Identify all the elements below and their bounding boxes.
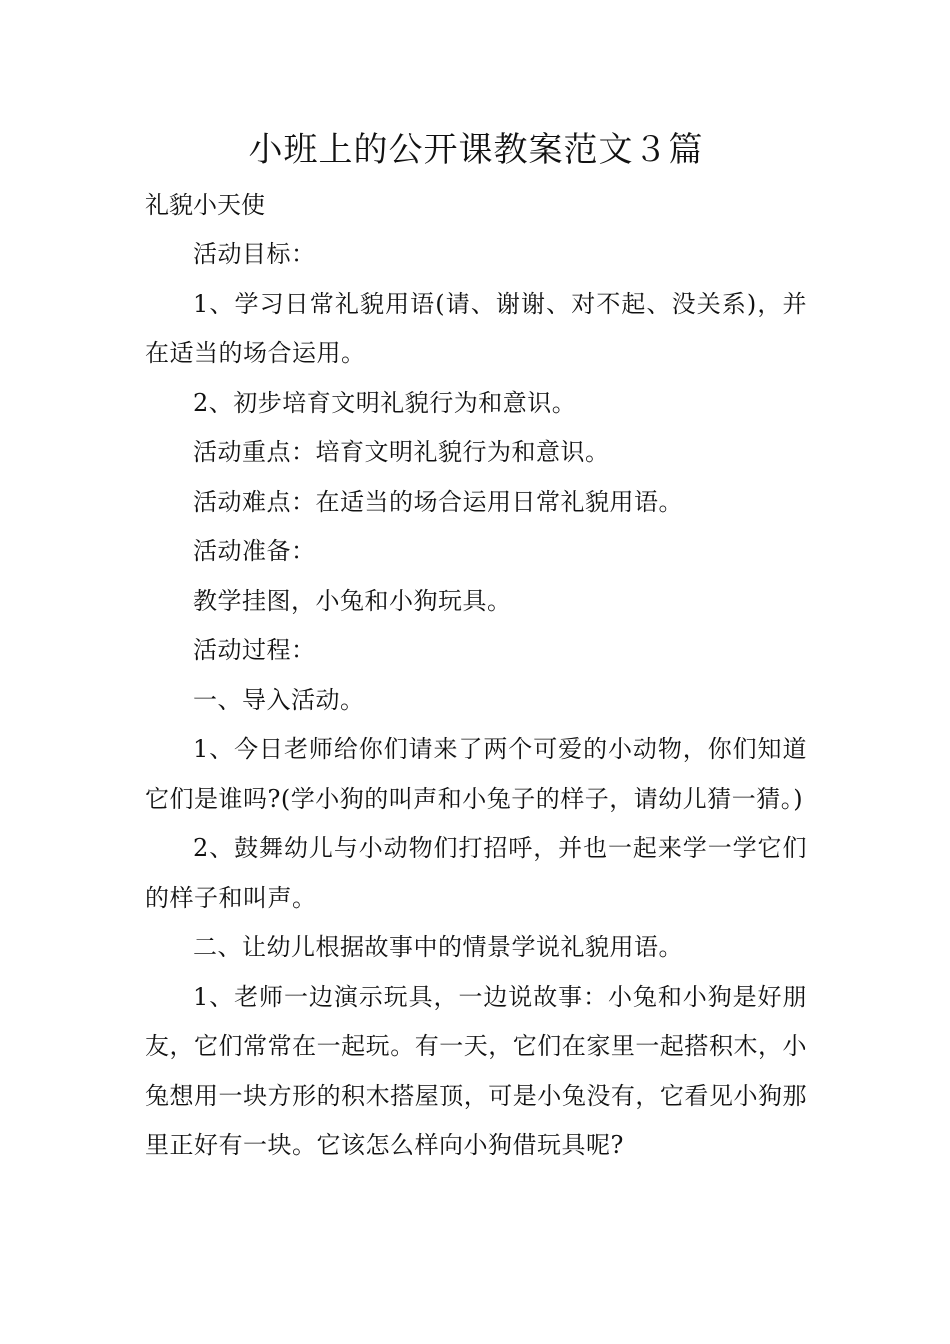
paragraph-goal-1: 1、学习日常礼貌用语(请、谢谢、对不起、没关系)，并在适当的场合运用。 — [145, 289, 807, 367]
document-title: 小班上的公开课教案范文３篇 — [248, 130, 704, 170]
paragraph-difficulty: 活动难点：在适当的场合运用日常礼貌用语。 — [193, 487, 683, 516]
paragraph-section-2: 二、让幼儿根据故事中的情景学说礼貌用语。 — [193, 933, 683, 961]
paragraph-process-heading: 活动过程： — [193, 636, 316, 664]
document-subtitle: 礼貌小天使 — [145, 191, 265, 219]
document-page — [145, 120, 807, 1171]
paragraph-preparation-heading: 活动准备： — [193, 537, 316, 565]
paragraph-goal-2: 2、初步培育文明礼貌行为和意识。 — [193, 388, 577, 417]
paragraph-key-point: 活动重点：培育文明礼貌行为和意识。 — [193, 438, 610, 466]
paragraph-step-1-2: 2、鼓舞幼儿与小动物们打招呼，并也一起来学一学它们的样子和叫声。 — [145, 834, 807, 912]
paragraph-activity-goals: 活动目标： — [193, 240, 316, 268]
paragraph-preparation: 教学挂图，小兔和小狗玩具。 — [193, 586, 512, 615]
paragraph-step-1-1: 1、今日老师给你们请来了两个可爱的小动物，你们知道它们是谁吗?(学小狗的叫声和小兔子的样子，请幼儿猜一猜。) — [145, 735, 807, 813]
paragraph-section-1: 一、导入活动。 — [193, 685, 365, 714]
paragraph-step-2-1: 1、老师一边演示玩具，一边说故事：小兔和小狗是好朋友，它们常常在一起玩。有一天，它们在家里一起搭积木，小兔想用一块方形的积木搭屋顶，可是小兔没有，它看见小狗那里正好有一块。它该怎么样向小狗借玩具呢? — [145, 982, 807, 1159]
